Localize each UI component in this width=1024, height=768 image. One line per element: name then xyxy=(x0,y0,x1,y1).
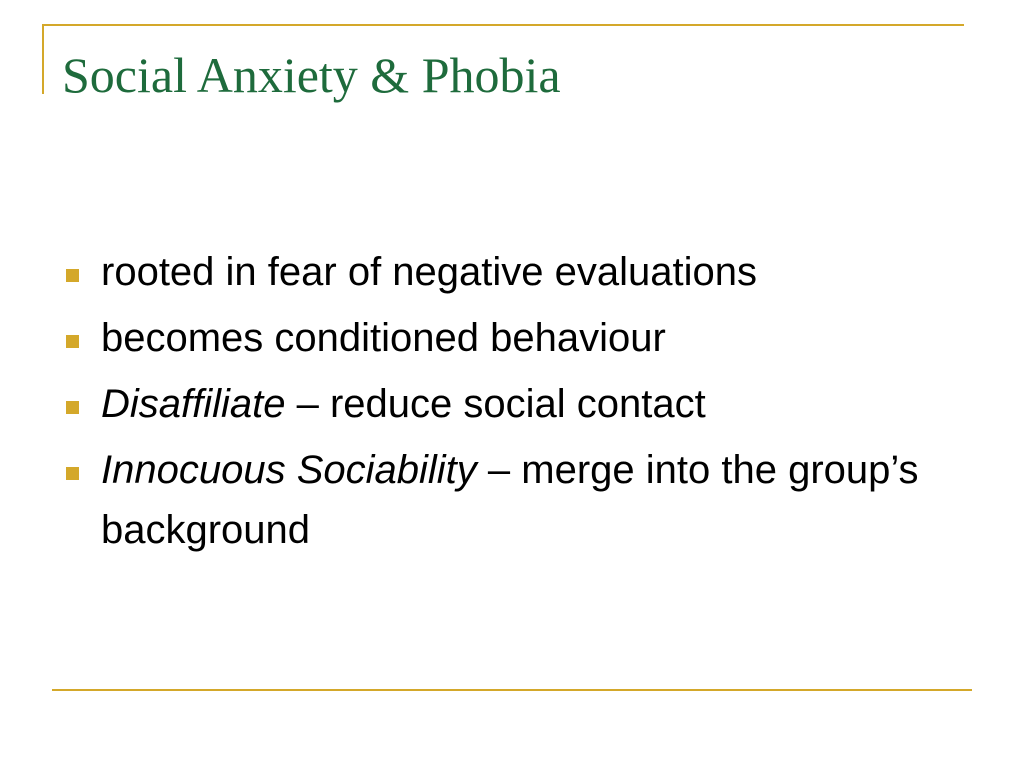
bullet-item-conditioned xyxy=(62,308,962,368)
left-rule xyxy=(42,24,44,94)
square-bullet-icon xyxy=(66,269,79,282)
bullet-text: rooted in fear of negative evaluations xyxy=(101,250,757,294)
bullet-item-innocuous xyxy=(62,440,962,560)
bullet-list xyxy=(62,242,962,566)
square-bullet-icon xyxy=(66,467,79,480)
slide-title: Social Anxiety & Phobia xyxy=(62,47,561,103)
bullet-text: – reduce social contact xyxy=(285,382,706,426)
top-rule xyxy=(42,24,964,26)
bullet-text: becomes conditioned behaviour xyxy=(101,316,666,360)
square-bullet-icon xyxy=(66,335,79,348)
bottom-rule xyxy=(52,689,972,691)
bullet-item-disaffiliate xyxy=(62,374,962,434)
bullet-term: Innocuous Sociability xyxy=(101,448,477,492)
bullet-term: Disaffiliate xyxy=(101,382,286,426)
square-bullet-icon xyxy=(66,401,79,414)
bullet-text: – merge into the group’s background xyxy=(101,448,919,552)
bullet-item-fear xyxy=(62,242,962,302)
